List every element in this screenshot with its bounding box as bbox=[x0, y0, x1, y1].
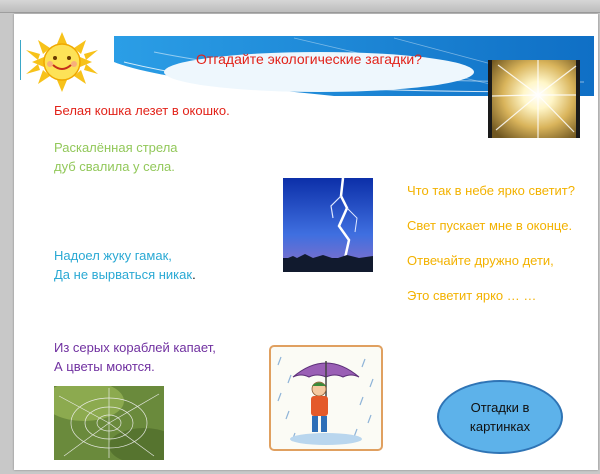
answers-button-line: картинках bbox=[469, 419, 531, 434]
riddle-line bbox=[54, 265, 196, 284]
riddle-line-dot: . bbox=[192, 267, 196, 282]
answers-button-line: Отгадки в bbox=[470, 400, 530, 415]
riddle-line: Из серых кораблей капает, bbox=[54, 340, 216, 355]
riddle-cat bbox=[54, 101, 230, 120]
boy-with-umbrella-picture bbox=[269, 345, 383, 451]
riddle-line: Это светит ярко … … bbox=[407, 288, 537, 303]
page-title: Отгадайте экологические загадки? bbox=[196, 51, 422, 67]
riddle-line: Свет пускает мне в оконце. bbox=[407, 218, 573, 233]
app-toolbar-edge bbox=[0, 0, 600, 13]
riddle-line: Отвечайте дружно дети, bbox=[407, 253, 554, 268]
smiling-sun-icon bbox=[18, 32, 106, 92]
riddle-rain bbox=[54, 338, 216, 376]
sun-photo bbox=[488, 60, 580, 138]
answers-in-pictures-button[interactable] bbox=[437, 380, 563, 454]
lightning-photo bbox=[283, 178, 373, 272]
riddle-line: Что так в небе ярко светит? bbox=[407, 183, 575, 198]
spider-web-photo bbox=[54, 386, 164, 460]
riddle-line: Белая кошка лезет в окошко. bbox=[54, 103, 230, 118]
riddle-sun bbox=[407, 181, 577, 321]
riddle-line: Раскалённая стрела bbox=[54, 140, 178, 155]
riddle-beetle bbox=[54, 246, 196, 284]
riddle-lightning bbox=[54, 138, 178, 176]
riddle-line: Надоел жуку гамак, bbox=[54, 248, 172, 263]
riddle-line: дуб свалила у села. bbox=[54, 159, 175, 174]
riddle-line: А цветы моются. bbox=[54, 359, 155, 374]
riddle-line-text: Да не вырваться никак bbox=[54, 267, 193, 282]
slide bbox=[14, 14, 598, 470]
